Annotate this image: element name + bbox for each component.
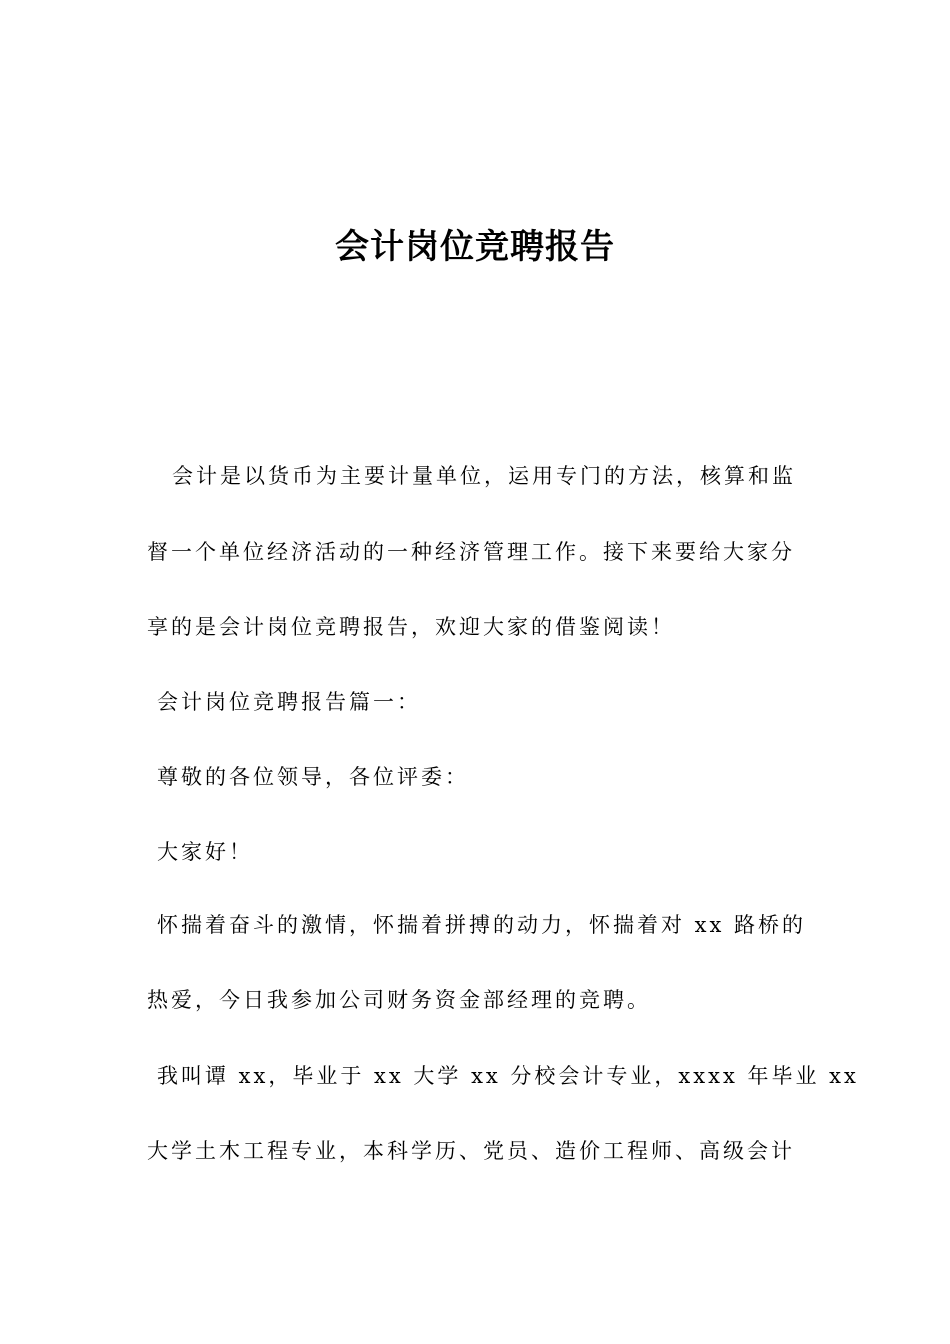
paragraph-line: 大学土木工程专业，本科学历、党员、造价工程师、高级会计 — [147, 1139, 795, 1163]
paragraph-line: 我叫谭 xx，毕业于 xx 大学 xx 分校会计专业，xxxx 年毕业 xx — [157, 1064, 859, 1088]
paragraph-line: 热爱，今日我参加公司财务资金部经理的竞聘。 — [147, 988, 651, 1012]
paragraph-line: 会计是以货币为主要计量单位，运用专门的方法，核算和监 — [172, 464, 796, 488]
paragraph-line: 督一个单位经济活动的一种经济管理工作。接下来要给大家分 — [147, 540, 795, 564]
document-title: 会计岗位竞聘报告 — [335, 227, 615, 267]
greeting: 大家好！ — [157, 840, 253, 864]
section-heading: 会计岗位竞聘报告篇一： — [157, 690, 421, 714]
paragraph-line: 享的是会计岗位竞聘报告，欢迎大家的借鉴阅读！ — [147, 615, 675, 639]
paragraph-line: 怀揣着奋斗的激情，怀揣着拼搏的动力，怀揣着对 xx 路桥的 — [157, 913, 807, 937]
salutation: 尊敬的各位领导，各位评委： — [157, 765, 469, 789]
